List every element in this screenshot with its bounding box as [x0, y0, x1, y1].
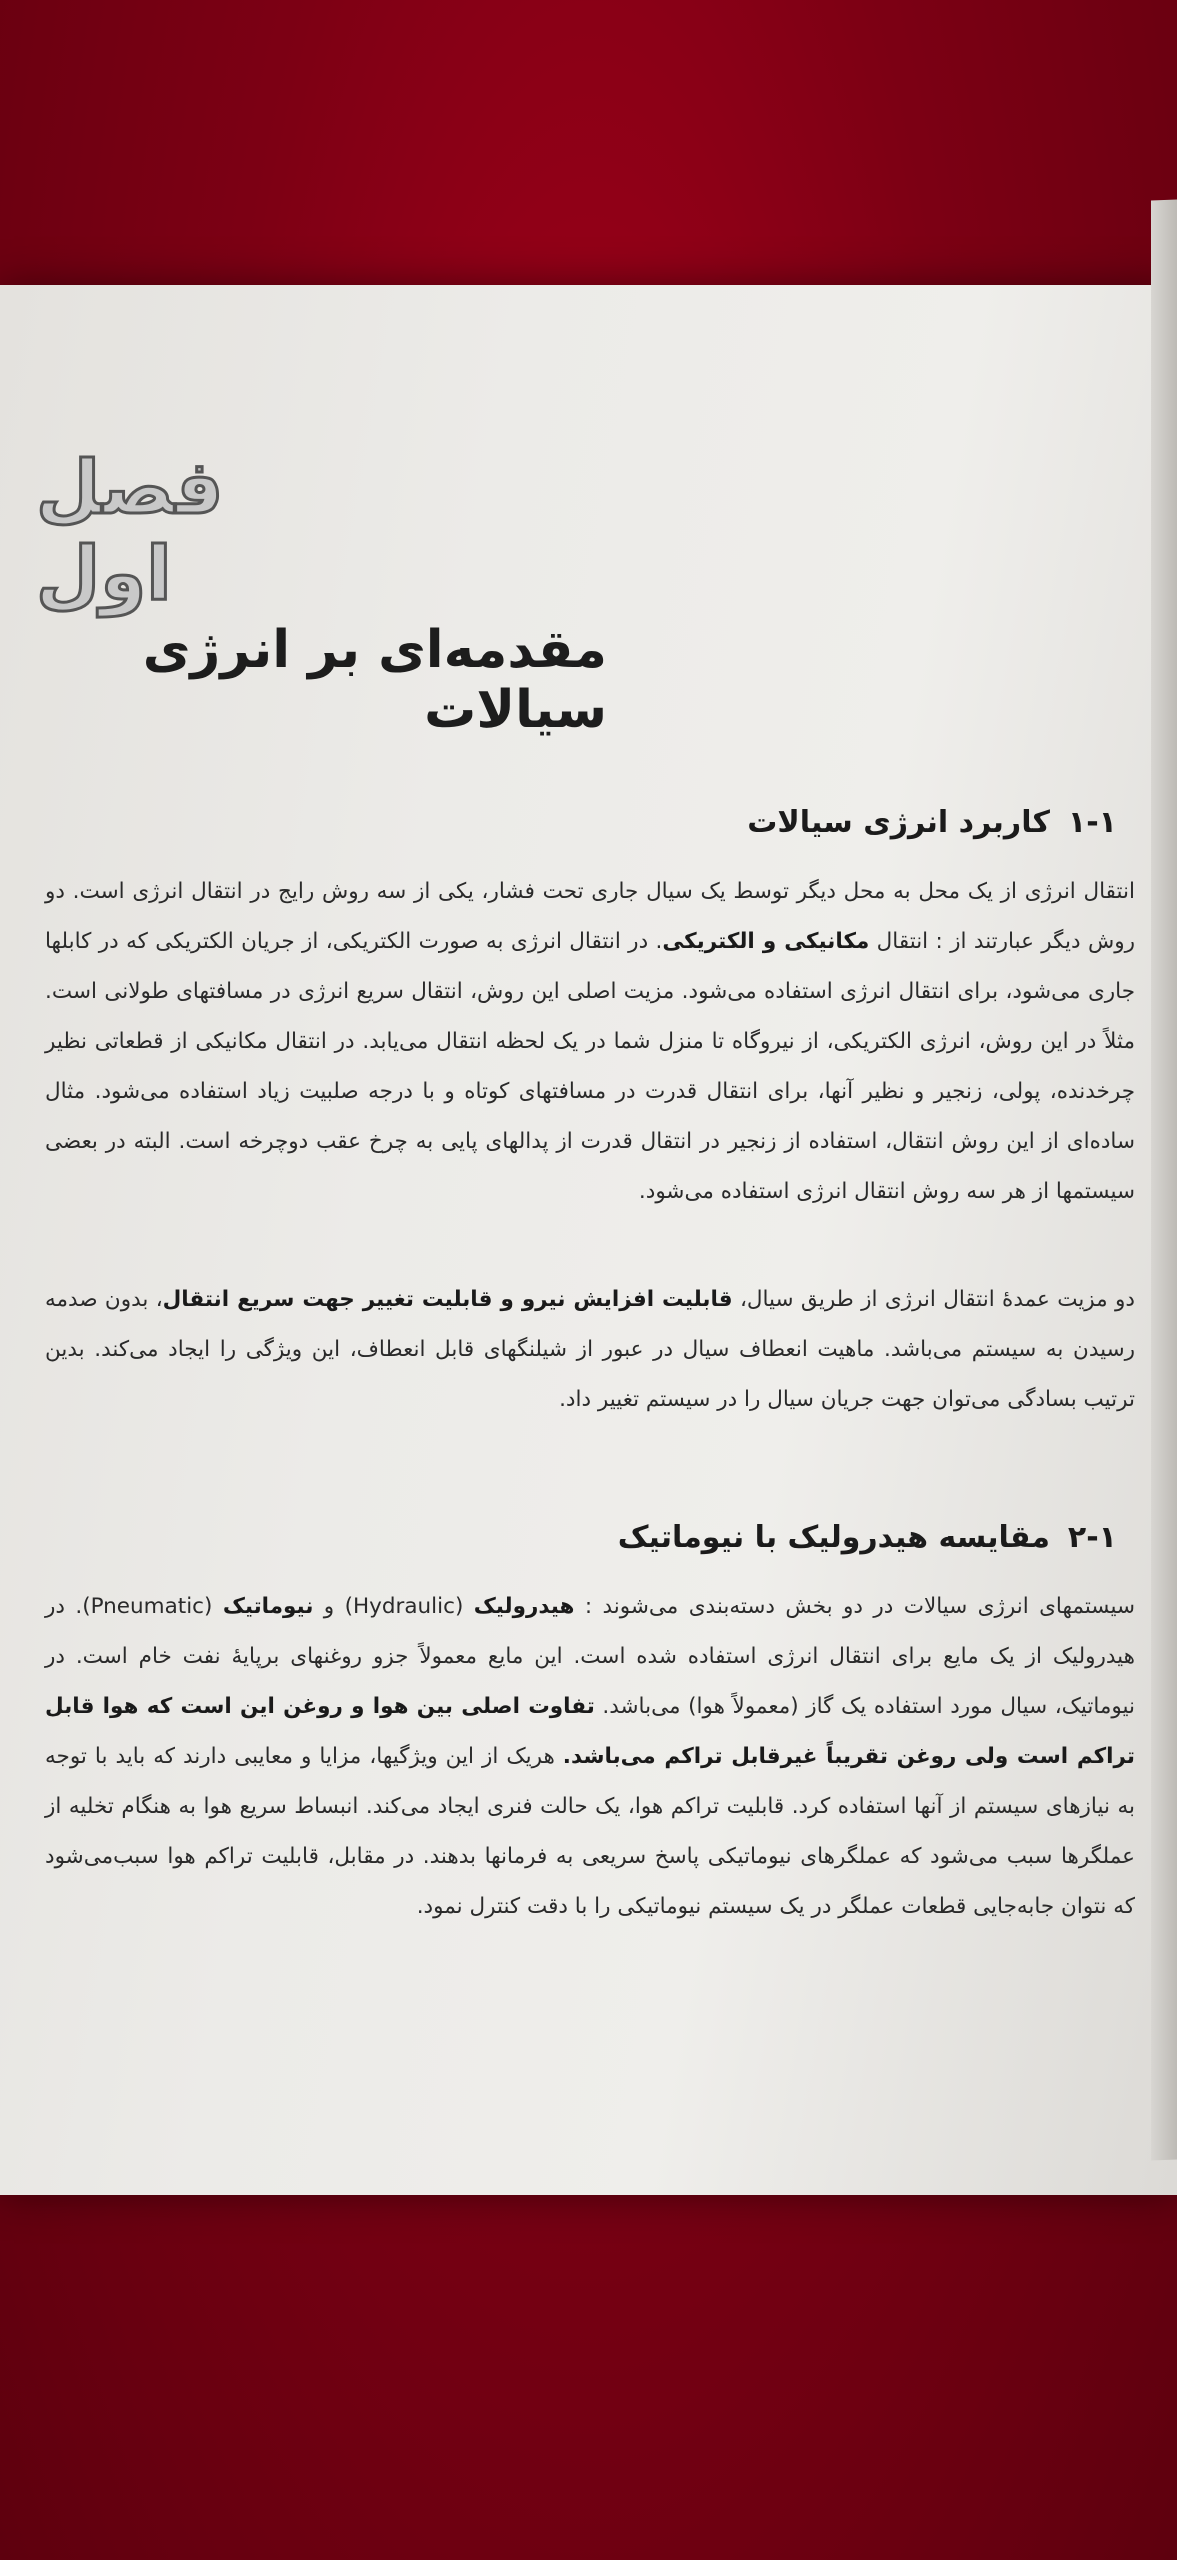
text-run: سیستمهای انرژی سیالات در دو بخش دسته‌بندی می‌شوند :: [574, 1594, 1135, 1619]
section-2-title: مقایسه هیدرولیک با نیوماتیک: [617, 1520, 1050, 1555]
text-run: و: [754, 929, 785, 954]
english-term-pneumatic: (Pneumatic): [82, 1594, 223, 1619]
section-1-paragraph-1: [45, 867, 1135, 1217]
next-page-edge: [1151, 200, 1177, 2161]
section-1-number: ۱-۱: [1067, 805, 1117, 840]
section-2-paragraph-1: [45, 1582, 1135, 1932]
chapter-label: فصل اول: [36, 445, 224, 617]
text-run: . در هیدرولیک از یک مایع برای انتقال انرژی استفاده شده است. این مایع معمولاً جزو روغنهای برپایهٔ نفت خام است. در نیوماتیک، سیال مورد استفاده یک گاز (معمولاً هوا) می‌باشد.: [45, 1594, 1136, 1719]
text-run: انتقال انرژی از یک محل به محل دیگر توسط یک سیال جاری تحت فشار، یکی از سه روش رایج در انتقال انرژی است. دو روش دیگر عبارتند از : انتقال: [45, 879, 1135, 954]
bold-term-hydraulic: هیدرولیک: [473, 1594, 575, 1619]
bold-term-electrical: الکتریکی: [662, 929, 755, 954]
book-page: [0, 285, 1177, 2195]
english-term-hydraulic: (Hydraulic): [334, 1594, 474, 1619]
bold-term-pneumatic: نیوماتیک: [222, 1594, 314, 1619]
text-run: دو مزیت عمدهٔ انتقال انرژی از طریق سیال،: [732, 1287, 1135, 1312]
text-run: . در انتقال انرژی به صورت الکتریکی، از جریان الکتریکی که در کابلها جاری می‌شود، برای انتقال انرژی استفاده می‌شود. مزیت اصلی این روش، انتقال سریع انرژی در مسافتهای طولانی است. مثلاً در این روش، انرژی الکتریکی، از نیروگاه تا منزل شما در یک لحظه انتقال می‌یابد. در انتقال مکانیکی از قطعاتی نظیر چرخدنده، پولی، زنجیر و نظیر آنها، برای انتقال قدرت در مسافتهای کوتاه و با درجه صلبیت زیاد استفاده می‌شود. مثال ساده‌ای از این روش انتقال، استفاده از زنجیر در انتقال قدرت از پدالهای پایی به چرخ عقب دوچرخه است. البته در بعضی سیستمها از هر سه روش انتقال انرژی استفاده می‌شود.: [45, 929, 1135, 1204]
bold-term-mechanical: مکانیکی: [784, 929, 870, 954]
text-run: و: [313, 1594, 335, 1619]
section-2-number: ۲-۱: [1067, 1520, 1117, 1555]
section-2-heading: [417, 1520, 1117, 1555]
text-run: ، بدون صدمه رسیدن به سیستم می‌باشد. ماهیت انعطاف سیال در عبور از شیلنگهای قابل انعطاف، این ویژگی را ایجاد می‌کند. بدین ترتیب بسادگی می‌توان جهت جریان سیال را در سیستم تغییر داد.: [45, 1287, 1135, 1412]
section-1-title: کاربرد انرژی سیالات: [747, 805, 1050, 840]
section-1-heading: [417, 805, 1117, 840]
text-run: هریک از این ویژگیها، مزایا و معایبی دارند که باید با توجه به نیازهای سیستم از آنها استفاده کرد. قابلیت تراکم هوا، یک حالت فنری ایجاد می‌کند. انبساط سریع هوا به هنگام تخلیه از عملگرها سبب می‌شود که عملگرهای نیوماتیکی پاسخ سریعی به فرمانها بدهند. در مقابل، قابلیت تراکم هوا سبب‌می‌شود که نتوان جابه‌جایی قطعات عملگر در یک سیستم نیوماتیکی را با دقت کنترل نمود.: [45, 1744, 1135, 1919]
bold-advantages: قابلیت افزایش نیرو و قابلیت تغییر جهت سریع انتقال: [162, 1287, 733, 1312]
chapter-title: مقدمه‌ای بر انرژی سیالات: [142, 620, 607, 740]
section-1-paragraph-2: [45, 1275, 1135, 1425]
bold-main-difference: تفاوت اصلی بین هوا و روغن این است که هوا قابل تراکم است ولی روغن تقریباً غیرقابل تراکم می‌باشد.: [45, 1694, 1135, 1769]
